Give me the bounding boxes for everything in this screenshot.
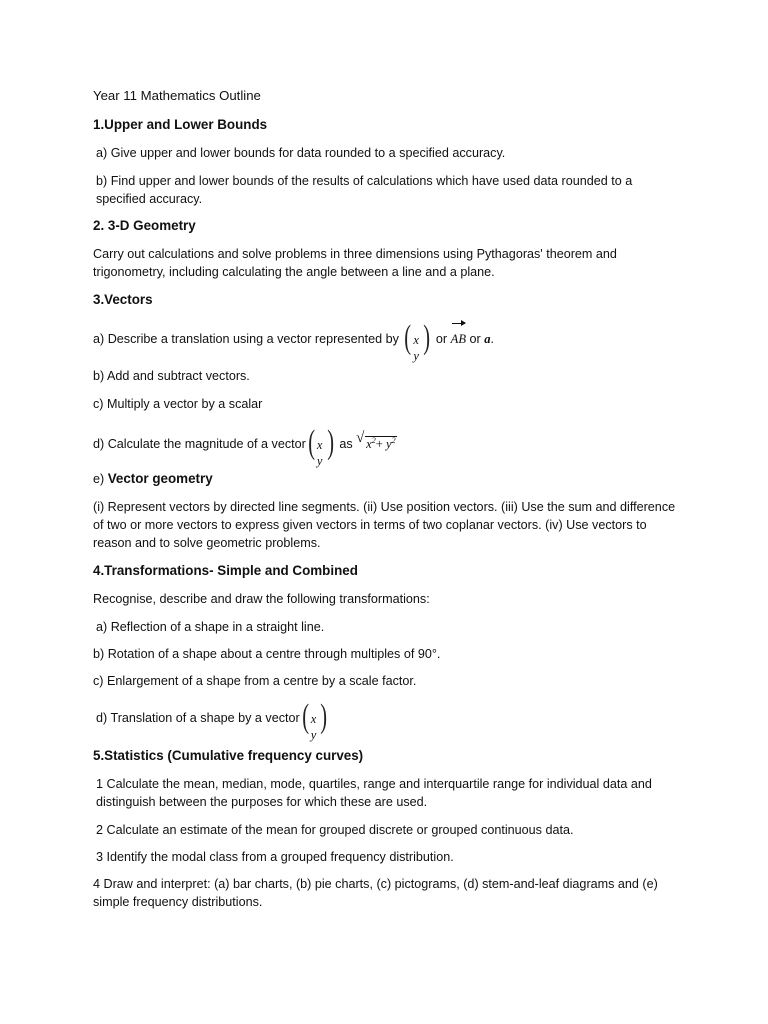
section-3-item-e xyxy=(93,470,683,488)
item-a-prefix: a) Describe a translation using a vector represented by xyxy=(93,332,399,346)
section-5-heading: 5.Statistics (Cumulative frequency curves) xyxy=(93,748,364,763)
item-a-end: . xyxy=(490,332,495,346)
vector-geometry-heading: Vector geometry xyxy=(107,471,213,486)
vector-ab: AB xyxy=(451,322,466,356)
section-5-item-1: 1 Calculate the mean, median, mode, quartiles, range and interquartile range for individual data and distinguish between the purposes for which these are used. xyxy=(96,777,652,809)
section-4-heading: 4.Transformations- Simple and Combined xyxy=(93,563,358,578)
section-1-item-b: b) Find upper and lower bounds of the results of calculations which have used data rounded to a specified accuracy. xyxy=(96,174,633,206)
as-text: as xyxy=(339,437,353,452)
section-2-heading: 2. 3-D Geometry xyxy=(93,218,196,233)
section-4-item-a: a) Reflection of a shape in a straight line. xyxy=(96,620,325,634)
section-3-item-d xyxy=(93,423,683,468)
section-4-item-d xyxy=(93,697,686,742)
section-1-item-a: a) Give upper and lower bounds for data rounded to a specified accuracy. xyxy=(96,146,506,160)
section-3-item-a xyxy=(93,318,683,363)
vector-x: x xyxy=(310,711,317,726)
item-d-text: d) Translation of a shape by a vector xyxy=(96,711,300,725)
section-1-heading: 1.Upper and Lower Bounds xyxy=(93,117,268,132)
section-5-item-2: 2 Calculate an estimate of the mean for grouped discrete or grouped continuous data. xyxy=(96,823,574,837)
magnitude-formula: √ $x^2+ y^2$ xyxy=(356,430,396,452)
vector-y: y xyxy=(316,453,323,468)
section-3-item-e-text: (i) Represent vectors by directed line segments. (ii) Use position vectors. (iii) Use the sum and difference of two or more vectors to express given vectors in terms of two coplanar vectors. (iv) Use vectors to reason and to solve geometric problems. xyxy=(93,500,676,550)
vector-x: x xyxy=(413,332,419,347)
section-3-item-c: c) Multiply a vector by a scalar xyxy=(93,397,263,411)
section-4-item-c: c) Enlargement of a shape from a centre by a scale factor. xyxy=(93,674,417,688)
vector-y: y xyxy=(310,727,317,742)
vector-x: x xyxy=(316,437,323,452)
vector-y: y xyxy=(413,348,419,363)
item-e-label: e) xyxy=(93,472,105,486)
column-vector: ( x y ) xyxy=(302,702,328,736)
section-5-item-3: 3 Identify the modal class from a grouped frequency distribution. xyxy=(96,850,454,864)
document-title: Year 11 Mathematics Outline xyxy=(93,88,261,103)
section-4-intro: Recognise, describe and draw the following transformations: xyxy=(93,592,430,606)
section-2-text: Carry out calculations and solve problems in three dimensions using Pythagoras' theorem and trigonometry, including calculating the angle between a line and a plane. xyxy=(93,247,617,279)
section-5-item-4: 4 Draw and interpret: (a) bar charts, (b) pie charts, (c) pictograms, (d) stem-and-leaf diagrams and (e) simple frequency distributions. xyxy=(93,877,658,909)
item-d-prefix: d) Calculate the magnitude of a vector xyxy=(93,437,306,452)
or-text-1: or xyxy=(435,332,448,346)
column-vector: ( x y ) xyxy=(308,428,334,462)
section-4-item-b: b) Rotation of a shape about a centre through multiples of 90°. xyxy=(93,647,441,661)
or-text-2: or xyxy=(469,332,481,346)
section-3-item-b: b) Add and subtract vectors. xyxy=(93,369,250,383)
column-vector: ( x y ) xyxy=(404,323,430,357)
section-3-heading: 3.Vectors xyxy=(93,292,153,307)
bold-vector-a: a xyxy=(484,332,491,346)
